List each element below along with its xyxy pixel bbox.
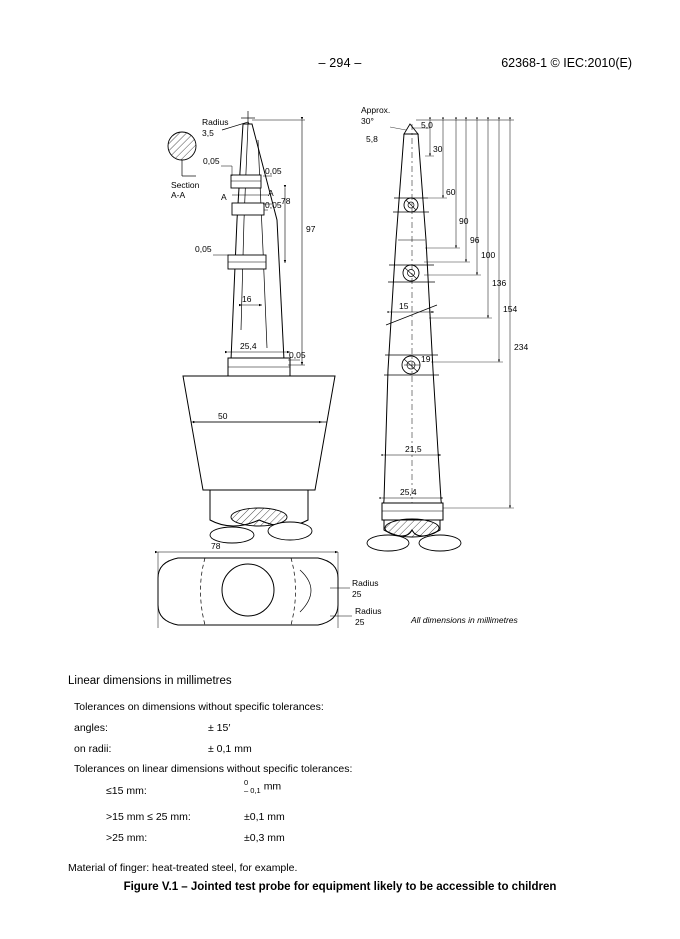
note-material: Material of finger: heat-treated steel, for example.: [68, 862, 298, 874]
note-row1-unit: mm: [263, 780, 282, 793]
label-section: Section: [171, 180, 200, 190]
note-radii-label: on radii:: [74, 743, 112, 755]
label-tolerance-4: 0,05: [195, 244, 212, 254]
label-19: 19: [421, 354, 431, 364]
label-154: 154: [503, 304, 518, 314]
label-15: 15: [399, 301, 409, 311]
label-136: 136: [492, 278, 507, 288]
label-approx-angle: 30°: [361, 116, 374, 126]
label-78-lower: 78: [211, 541, 221, 551]
label-97: 97: [306, 224, 316, 234]
page-number: – 294 –: [318, 56, 362, 70]
page-header: [0, 56, 680, 76]
technical-drawing: [0, 100, 680, 660]
label-radius-2-value: 25: [352, 589, 362, 599]
label-25-4-right: 25,4: [400, 487, 417, 497]
label-tolerance-5: 0,05: [289, 350, 306, 360]
label-30: 30: [433, 144, 443, 154]
figure-caption: Figure V.1 – Jointed test probe for equipment likely to be accessible to children: [123, 881, 557, 893]
label-90: 90: [459, 216, 469, 226]
label-radius-3: Radius: [355, 606, 382, 616]
label-section-name: A-A: [171, 190, 186, 200]
label-21-5: 21,5: [405, 444, 422, 454]
label-section-a-left: A: [221, 192, 227, 202]
label-tolerance-3: 0,05: [265, 200, 282, 210]
note-row1-fraction: [244, 779, 261, 795]
note-linear-tolerances-heading: Tolerances on linear dimensions without specific tolerances:: [74, 763, 353, 775]
label-section-a-right: A: [268, 188, 274, 198]
label-50: 50: [218, 411, 228, 421]
note-angles-label: angles:: [74, 722, 108, 734]
label-radius-3-value: 25: [355, 617, 365, 627]
note-row1-value: [244, 779, 281, 795]
note-row3-label: >25 mm:: [106, 832, 148, 844]
label-5-0: 5,0: [421, 120, 433, 130]
label-25-4-left: 25,4: [240, 341, 257, 351]
note-angles-value: ± 15′: [208, 722, 231, 734]
label-tolerance-2: 0,05: [265, 166, 282, 176]
document-reference: 62368-1 © IEC:2010(E): [501, 56, 632, 70]
label-tolerance-1: 0,05: [203, 156, 220, 166]
label-96: 96: [470, 235, 480, 245]
note-row1-lower: – 0,1: [244, 785, 261, 795]
note-tolerances-heading: Tolerances on dimensions without specific tolerances:: [74, 701, 324, 713]
label-100: 100: [481, 250, 496, 260]
note-row2-value: ±0,1 mm: [244, 811, 285, 823]
label-radius-1: Radius: [202, 117, 229, 127]
label-radius-1-value: 3,5: [202, 128, 214, 138]
note-row1-upper: 0: [244, 778, 249, 787]
dimensions-note: All dimensions in millimetres: [411, 615, 518, 625]
label-60: 60: [446, 187, 456, 197]
note-radii-value: ± 0,1 mm: [208, 743, 252, 755]
label-78-upper: 78: [281, 196, 291, 206]
note-row1-label: ≤15 mm:: [106, 785, 147, 797]
note-row3-value: ±0,3 mm: [244, 832, 285, 844]
label-5-8: 5,8: [366, 134, 378, 144]
note-linear-dimensions: Linear dimensions in millimetres: [68, 675, 232, 687]
label-16: 16: [242, 294, 252, 304]
label-radius-2: Radius: [352, 578, 379, 588]
label-234: 234: [514, 342, 529, 352]
label-approx: Approx.: [361, 105, 391, 115]
note-row2-label: >15 mm ≤ 25 mm:: [106, 811, 191, 823]
